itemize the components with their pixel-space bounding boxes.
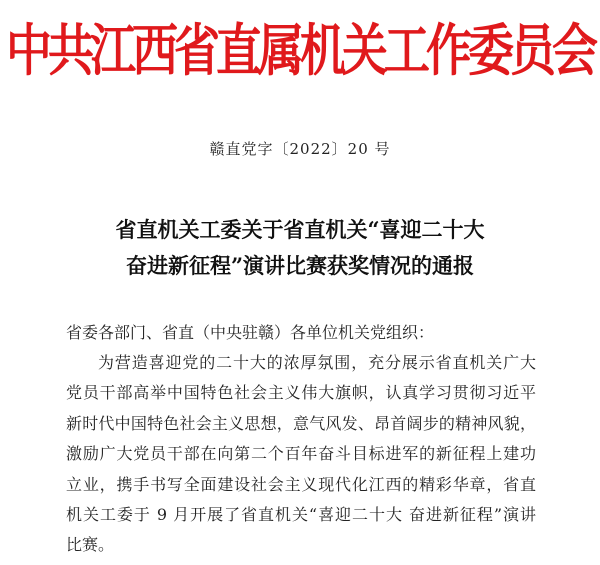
document-number: 赣直党字〔2022〕20 号 <box>209 140 391 158</box>
letterhead-title: 中共江西省直属机关工作委员会 <box>6 17 594 84</box>
body-paragraph <box>66 348 536 561</box>
document-title-line-2: 奋进新征程”演讲比赛获奖情况的通报 <box>125 253 475 278</box>
body-line-2: 党员干部高举中国特色社会主义伟大旗帜，认真学习贯彻习近平 <box>66 383 536 403</box>
document-title-line-1: 省直机关工委关于省直机关“喜迎二十大 <box>115 217 485 242</box>
body-line-7: 比赛。 <box>66 535 115 555</box>
body-line-3: 新时代中国特色社会主义思想，意气风发、昂首阔步的精神风貌， <box>66 413 536 433</box>
body-line-5: 立业，携手书写全面建设社会主义现代化江西的精彩华章，省直 <box>66 474 536 494</box>
document-title <box>0 212 600 284</box>
body-line-6: 机关工委于 9 月开展了省直机关“喜迎二十大 奋进新征程”演讲 <box>66 505 536 525</box>
salutation: 省委各部门、省直（中央驻赣）各单位机关党组织： <box>66 323 435 342</box>
body-line-4: 激励广大党员干部在向第二个百年奋斗目标进军的新征程上建功 <box>66 444 536 464</box>
body-line-1: 为营造喜迎党的二十大的浓厚氛围，充分展示省直机关广大 <box>98 353 536 372</box>
